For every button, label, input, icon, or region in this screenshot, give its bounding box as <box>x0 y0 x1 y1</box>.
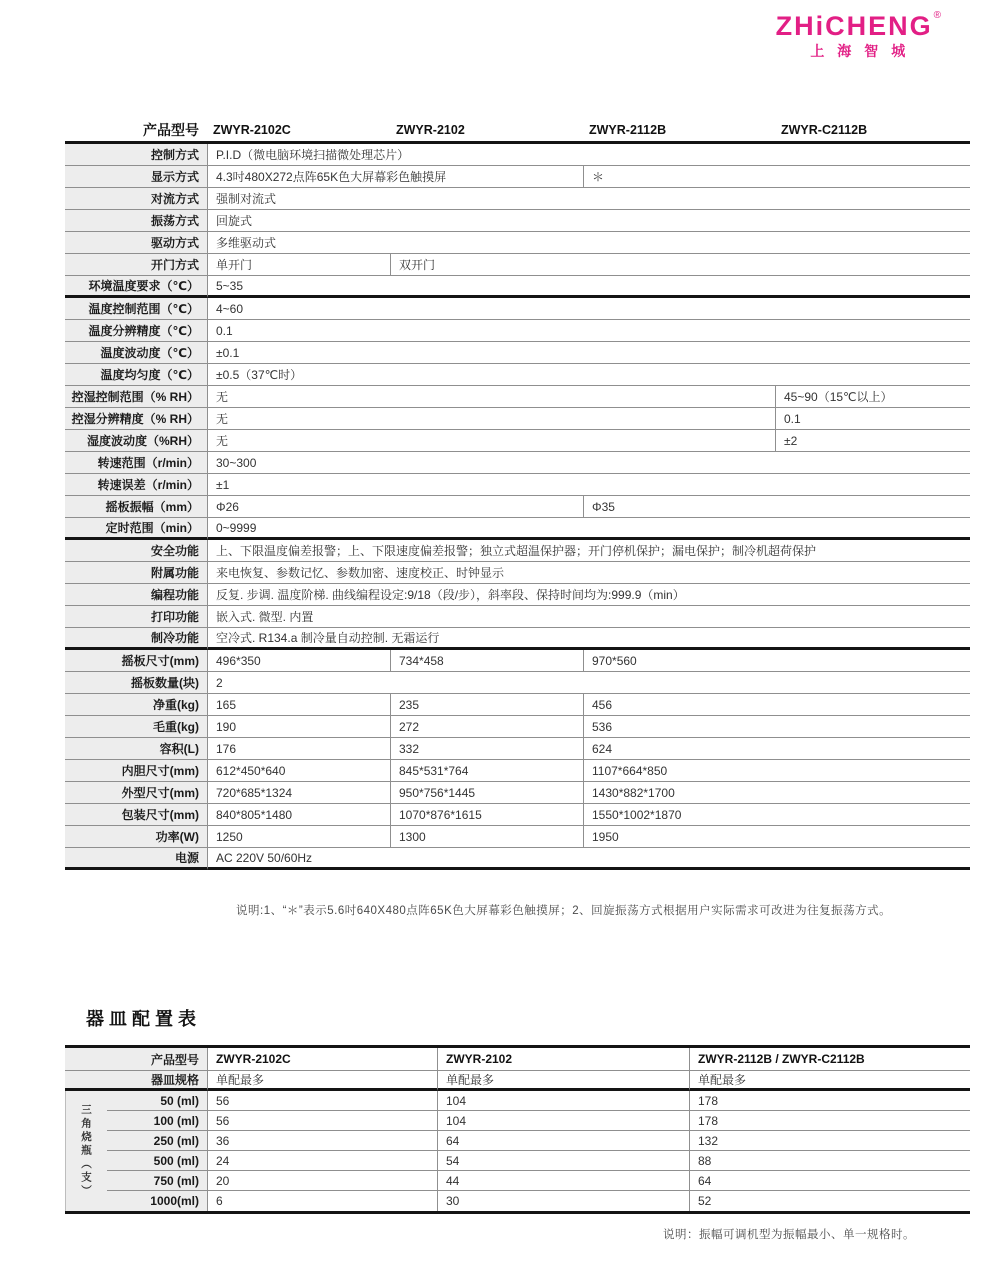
spec-value-cell: 无 <box>207 430 775 452</box>
spec-value-cell: 456 <box>583 694 970 716</box>
vessel-value-cell: 24 <box>207 1151 437 1171</box>
spec-row-label: 外型尺寸(mm) <box>65 782 207 804</box>
spec-row-label: 温度分辨精度（℃） <box>65 320 207 342</box>
spec-row-label: 毛重(kg) <box>65 716 207 738</box>
spec-row-label: 净重(kg) <box>65 694 207 716</box>
vessel-value-cell: 88 <box>689 1151 970 1171</box>
spec-row-label: 编程功能 <box>65 584 207 606</box>
spec-value-cell: 嵌入式. 微型. 内置 <box>207 606 970 628</box>
spec-value-cell: 970*560 <box>583 650 970 672</box>
spec-value-cell: 4.3吋480X272点阵65K色大屏幕彩色触摸屏 <box>207 166 583 188</box>
spec-row-label: 包装尺寸(mm) <box>65 804 207 826</box>
vessel-size-label: 50 (ml) <box>107 1091 207 1111</box>
spec-value-cell: 624 <box>583 738 970 760</box>
spec-header-model: ZWYR-2102C <box>207 118 390 144</box>
spec-value-cell: 190 <box>207 716 390 738</box>
vessel-subheader-value: 单配最多 <box>437 1071 689 1091</box>
vessel-size-label: 250 (ml) <box>107 1131 207 1151</box>
spec-value-cell: P.I.D（微电脑环境扫描微处理芯片） <box>207 144 970 166</box>
spec-value-cell: 无 <box>207 386 775 408</box>
spec-value-cell: 1430*882*1700 <box>583 782 970 804</box>
spec-row-label: 显示方式 <box>65 166 207 188</box>
vessel-value-cell: 132 <box>689 1131 970 1151</box>
vessel-value-cell: 36 <box>207 1131 437 1151</box>
spec-value-cell: 845*531*764 <box>390 760 583 782</box>
spec-value-cell: 30~300 <box>207 452 970 474</box>
spec-value-cell: 332 <box>390 738 583 760</box>
spec-value-cell: 多维驱动式 <box>207 232 970 254</box>
spec-value-cell: 176 <box>207 738 390 760</box>
spec-value-cell: 1300 <box>390 826 583 848</box>
vessel-header-label: 产品型号 <box>65 1048 207 1071</box>
spec-header-model: ZWYR-C2112B <box>775 118 970 144</box>
spec-value-cell: 空冷式. R134.a 制冷量自动控制. 无霜运行 <box>207 628 970 650</box>
spec-value-cell: 950*756*1445 <box>390 782 583 804</box>
vessel-value-cell: 56 <box>207 1111 437 1131</box>
vessel-subheader-label: 器皿规格 <box>65 1071 207 1091</box>
spec-value-cell: 235 <box>390 694 583 716</box>
spec-value-cell: 反复. 步调. 温度阶梯. 曲线编程设定:9/18（段/步），斜率段、保持时间均为:999.9（min） <box>207 584 970 606</box>
spec-value-cell: 1070*876*1615 <box>390 804 583 826</box>
spec-value-cell: 272 <box>390 716 583 738</box>
spec-value-cell: 1550*1002*1870 <box>583 804 970 826</box>
spec-value-cell: 0.1 <box>775 408 970 430</box>
vessel-header-model: ZWYR-2102C <box>207 1048 437 1071</box>
spec-row-label: 制冷功能 <box>65 628 207 650</box>
vessel-size-label: 500 (ml) <box>107 1151 207 1171</box>
spec-value-cell: AC 220V 50/60Hz <box>207 848 970 870</box>
spec-value-cell: 45~90（15℃以上） <box>775 386 970 408</box>
vessel-header-model: ZWYR-2112B / ZWYR-C2112B <box>689 1048 970 1071</box>
vessel-size-label: 1000(ml) <box>107 1191 207 1211</box>
vessel-header-model: ZWYR-2102 <box>437 1048 689 1071</box>
spec-value-cell: 回旋式 <box>207 210 970 232</box>
vessel-subheader-value: 单配最多 <box>689 1071 970 1091</box>
spec-row-label: 打印功能 <box>65 606 207 628</box>
vessel-value-cell: 30 <box>437 1191 689 1211</box>
spec-row-label: 温度控制范围（℃） <box>65 298 207 320</box>
vessel-value-cell: 178 <box>689 1091 970 1111</box>
spec-row-label: 环境温度要求（℃） <box>65 276 207 298</box>
logo-wordmark-row <box>776 12 940 40</box>
spec-value-cell: 1950 <box>583 826 970 848</box>
spec-value-cell: 上、下限温度偏差报警；上、下限速度偏差报警；独立式超温保护器；开门停机保护；漏电保护；制冷机超荷保护 <box>207 540 970 562</box>
spec-value-cell: 单开门 <box>207 254 390 276</box>
spec-row-label: 功率(W) <box>65 826 207 848</box>
spec-row-label: 定时范围（min） <box>65 518 207 540</box>
spec-note: 说明:1、“＊”表示5.6吋640X480点阵65K色大屏幕彩色触摸屏；2、回旋振荡方式根据用户实际需求可改进为往复振荡方式。 <box>236 905 892 917</box>
spec-row-label: 摇板数量(块) <box>65 672 207 694</box>
vessel-value-cell: 178 <box>689 1111 970 1131</box>
spec-row-label: 电源 <box>65 848 207 870</box>
spec-header-model: ZWYR-2112B <box>583 118 775 144</box>
spec-header-model: ZWYR-2102 <box>390 118 583 144</box>
spec-value-cell: ±2 <box>775 430 970 452</box>
spec-row-label: 控湿控制范围（% RH） <box>65 386 207 408</box>
spec-value-cell: 无 <box>207 408 775 430</box>
vessel-value-cell: 56 <box>207 1091 437 1111</box>
spec-row-label: 内胆尺寸(mm) <box>65 760 207 782</box>
spec-row-label: 温度均匀度（℃） <box>65 364 207 386</box>
spec-value-cell: ±1 <box>207 474 970 496</box>
spec-value-cell: 0~9999 <box>207 518 970 540</box>
spec-header-label: 产品型号 <box>65 118 207 144</box>
vessel-size-label: 750 (ml) <box>107 1171 207 1191</box>
spec-row-label: 转速范围（r/min） <box>65 452 207 474</box>
logo-registered-mark: ® <box>933 10 941 21</box>
spec-value-cell: 2 <box>207 672 970 694</box>
spec-value-cell: 840*805*1480 <box>207 804 390 826</box>
spec-row-label: 控制方式 <box>65 144 207 166</box>
spec-value-cell: Φ26 <box>207 496 583 518</box>
spec-value-cell: ±0.5（37℃时） <box>207 364 970 386</box>
spec-row-label: 附属功能 <box>65 562 207 584</box>
vessel-value-cell: 6 <box>207 1191 437 1211</box>
vessel-group-label: 三角烧瓶（支） <box>65 1091 107 1211</box>
spec-row-label: 湿度波动度（%RH） <box>65 430 207 452</box>
spec-value-cell: 5~35 <box>207 276 970 298</box>
spec-value-cell: 双开门 <box>390 254 970 276</box>
spec-value-cell: 734*458 <box>390 650 583 672</box>
spec-row-label: 摇板振幅（mm） <box>65 496 207 518</box>
spec-value-cell: 强制对流式 <box>207 188 970 210</box>
spec-row-label: 容积(L) <box>65 738 207 760</box>
vessel-value-cell: 104 <box>437 1111 689 1131</box>
spec-value-cell: 4~60 <box>207 298 970 320</box>
spec-value-cell: 720*685*1324 <box>207 782 390 804</box>
vessel-value-cell: 64 <box>437 1131 689 1151</box>
vessel-value-cell: 52 <box>689 1191 970 1211</box>
logo-subtitle: 上海智城 <box>810 43 919 59</box>
vessel-value-cell: 64 <box>689 1171 970 1191</box>
spec-table <box>65 118 970 870</box>
vessel-table-header <box>65 1045 970 1091</box>
spec-value-cell: 0.1 <box>207 320 970 342</box>
spec-value-cell: 536 <box>583 716 970 738</box>
spec-row-label: 安全功能 <box>65 540 207 562</box>
spec-row-label: 开门方式 <box>65 254 207 276</box>
vessel-size-label: 100 (ml) <box>107 1111 207 1131</box>
vessel-value-cell: 104 <box>437 1091 689 1111</box>
vessel-value-cell: 44 <box>437 1171 689 1191</box>
spec-value-cell: 612*450*640 <box>207 760 390 782</box>
spec-row-label: 控湿分辨精度（% RH） <box>65 408 207 430</box>
spec-value-cell: 496*350 <box>207 650 390 672</box>
spec-value-cell: 来电恢复、参数记忆、参数加密、速度校正、时钟显示 <box>207 562 970 584</box>
logo-wordmark: ZHiCHENG <box>775 11 933 41</box>
spec-value-cell: ±0.1 <box>207 342 970 364</box>
spec-value-cell: ＊ <box>583 166 970 188</box>
vessel-value-cell: 20 <box>207 1171 437 1191</box>
vessel-note: 说明：振幅可调机型为振幅最小、单一规格时。 <box>663 1229 915 1241</box>
spec-row-label: 驱动方式 <box>65 232 207 254</box>
spec-value-cell: 1107*664*850 <box>583 760 970 782</box>
spec-row-label: 对流方式 <box>65 188 207 210</box>
spec-value-cell: 165 <box>207 694 390 716</box>
spec-row-label: 摇板尺寸(mm) <box>65 650 207 672</box>
spec-value-cell: 1250 <box>207 826 390 848</box>
vessel-value-cell: 54 <box>437 1151 689 1171</box>
spec-value-cell: Φ35 <box>583 496 970 518</box>
vessel-subheader-value: 单配最多 <box>207 1071 437 1091</box>
zhicheng-logo <box>776 12 940 61</box>
vessel-table-title: 器皿配置表 <box>86 1009 201 1029</box>
vessel-table-body <box>65 1091 970 1214</box>
spec-row-label: 温度波动度（℃） <box>65 342 207 364</box>
spec-row-label: 振荡方式 <box>65 210 207 232</box>
spec-row-label: 转速误差（r/min） <box>65 474 207 496</box>
